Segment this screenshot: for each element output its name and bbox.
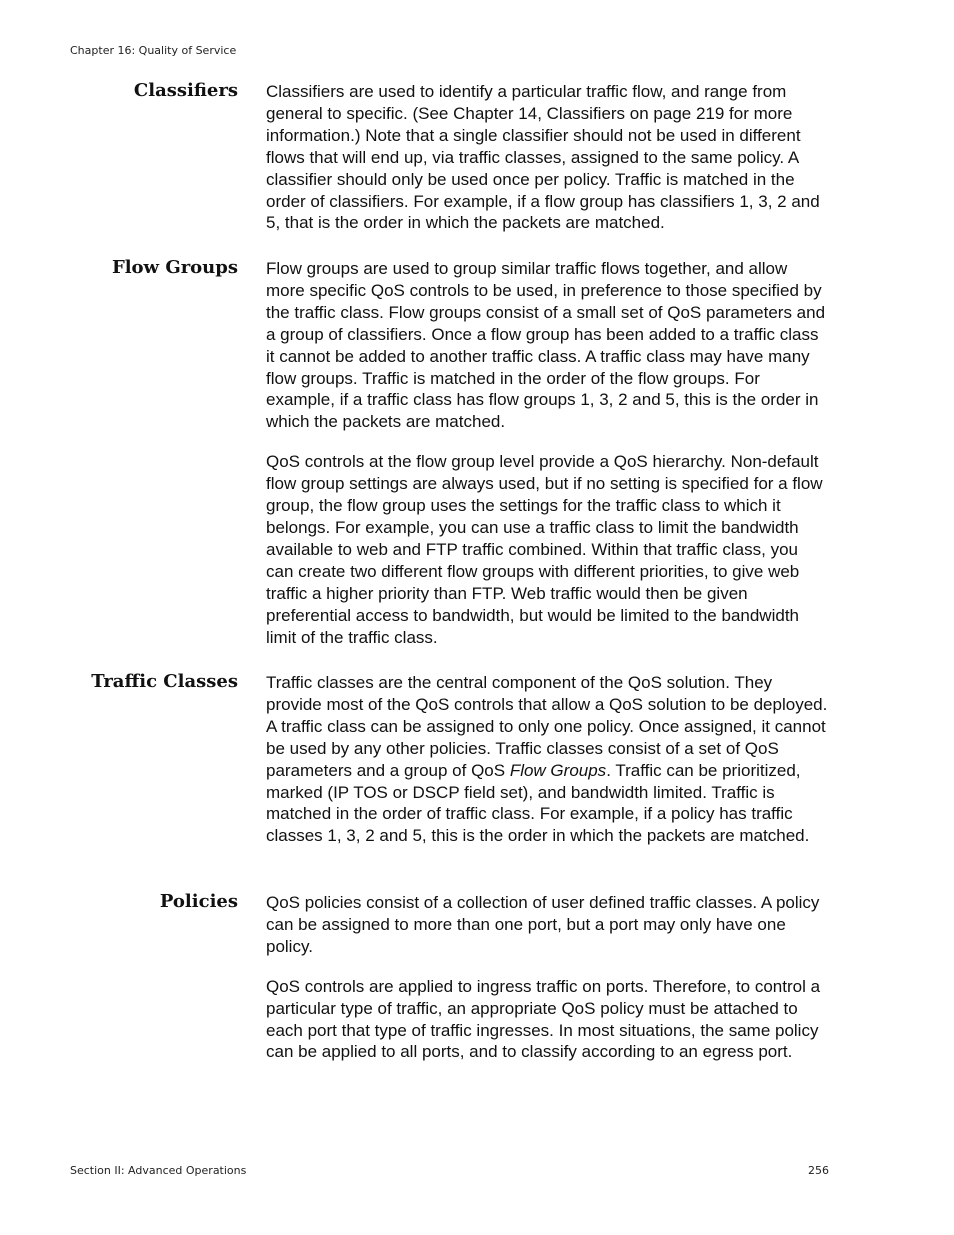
page-number: 256 — [808, 1164, 829, 1177]
paragraph: QoS controls are applied to ingress traffic on ports. Therefore, to control a particular type of traffic, an appropriate QoS policy must be attached to each port that type of traffic ingresses. In most situations, the same policy can be applied to all ports, and to classify according to an egress port. — [266, 976, 821, 1062]
section-body-classifiers — [266, 81, 828, 234]
running-header: Chapter 16: Quality of Service — [70, 44, 237, 57]
paragraph: QoS controls at the flow group level provide a QoS hierarchy. Non-default flow group settings are always used, but if no setting is specified for a flow group, the flow group uses the settings for the traffic class to which it belongs. For example, you can use a traffic class to limit the bandwidth available to web and FTP traffic combined. Within that traffic class, you can create two different flow groups with different priorities, to give web traffic a higher priority than FTP. Web traffic would then be given preferential access to bandwidth, but would be limited to the bandwidth limit of the traffic class. — [266, 452, 823, 647]
section-heading-traffic-classes: Traffic Classes — [91, 671, 238, 692]
section-heading-policies: Policies — [159, 891, 238, 912]
section-body-traffic-classes — [266, 672, 828, 847]
section-body-policies — [266, 892, 828, 1063]
paragraph — [266, 672, 828, 847]
section-heading-classifiers: Classifiers — [133, 80, 238, 101]
footer-section-title: Section II: Advanced Operations — [70, 1164, 247, 1177]
section-body-flow-groups — [266, 258, 828, 648]
section-heading-flow-groups: Flow Groups — [111, 257, 238, 278]
paragraph: Classifiers are used to identify a particular traffic flow, and range from general to specific. (See Chapter 14, Classifiers on page 219 for more information.) Note that a single classifier should not be used in different flows that will end up, via traffic classes, assigned to the same policy. A classifier should only be used once per policy. Traffic is matched in the order of classifiers. For example, if a flow group has classifiers 1, 3, 2 and 5, that is the order in which the packets are matched. — [266, 82, 820, 233]
text-run: Traffic classes are the central component of the QoS solution. They provide most of the QoS controls that allow a QoS solution to be deployed. A traffic class can be assigned to only one policy. Once assigned, it cannot be used by any other policies. Traffic classes consist of a set of QoS parameters and a group of QoS — [266, 673, 828, 780]
paragraph: Flow groups are used to group similar traffic flows together, and allow more specific QoS controls to be used, in preference to those specified by the traffic class. Flow groups consist of a small set of QoS parameters and a group of classifiers. Once a flow group has been added to a traffic class it cannot be added to another traffic class. A traffic class may have many flow groups. Traffic is matched in the order of the flow groups. For example, if a traffic class has flow groups 1, 3, 2 and 5, this is the order in which the packets are matched. — [266, 259, 826, 432]
emphasis-flow-groups: Flow Groups — [509, 760, 607, 780]
text-run: . Traffic can be prioritized, marked (IP TOS or DSCP field set), and bandwidth limited. Traffic is matched in the order of traffic class. For example, if a policy has traffic classes 1, 3, 2 and 5, this is the order in which the packets are matched. — [266, 760, 810, 846]
paragraph: QoS policies consist of a collection of user defined traffic classes. A policy can be assigned to more than one port, but a port may only have one policy. — [266, 893, 820, 956]
